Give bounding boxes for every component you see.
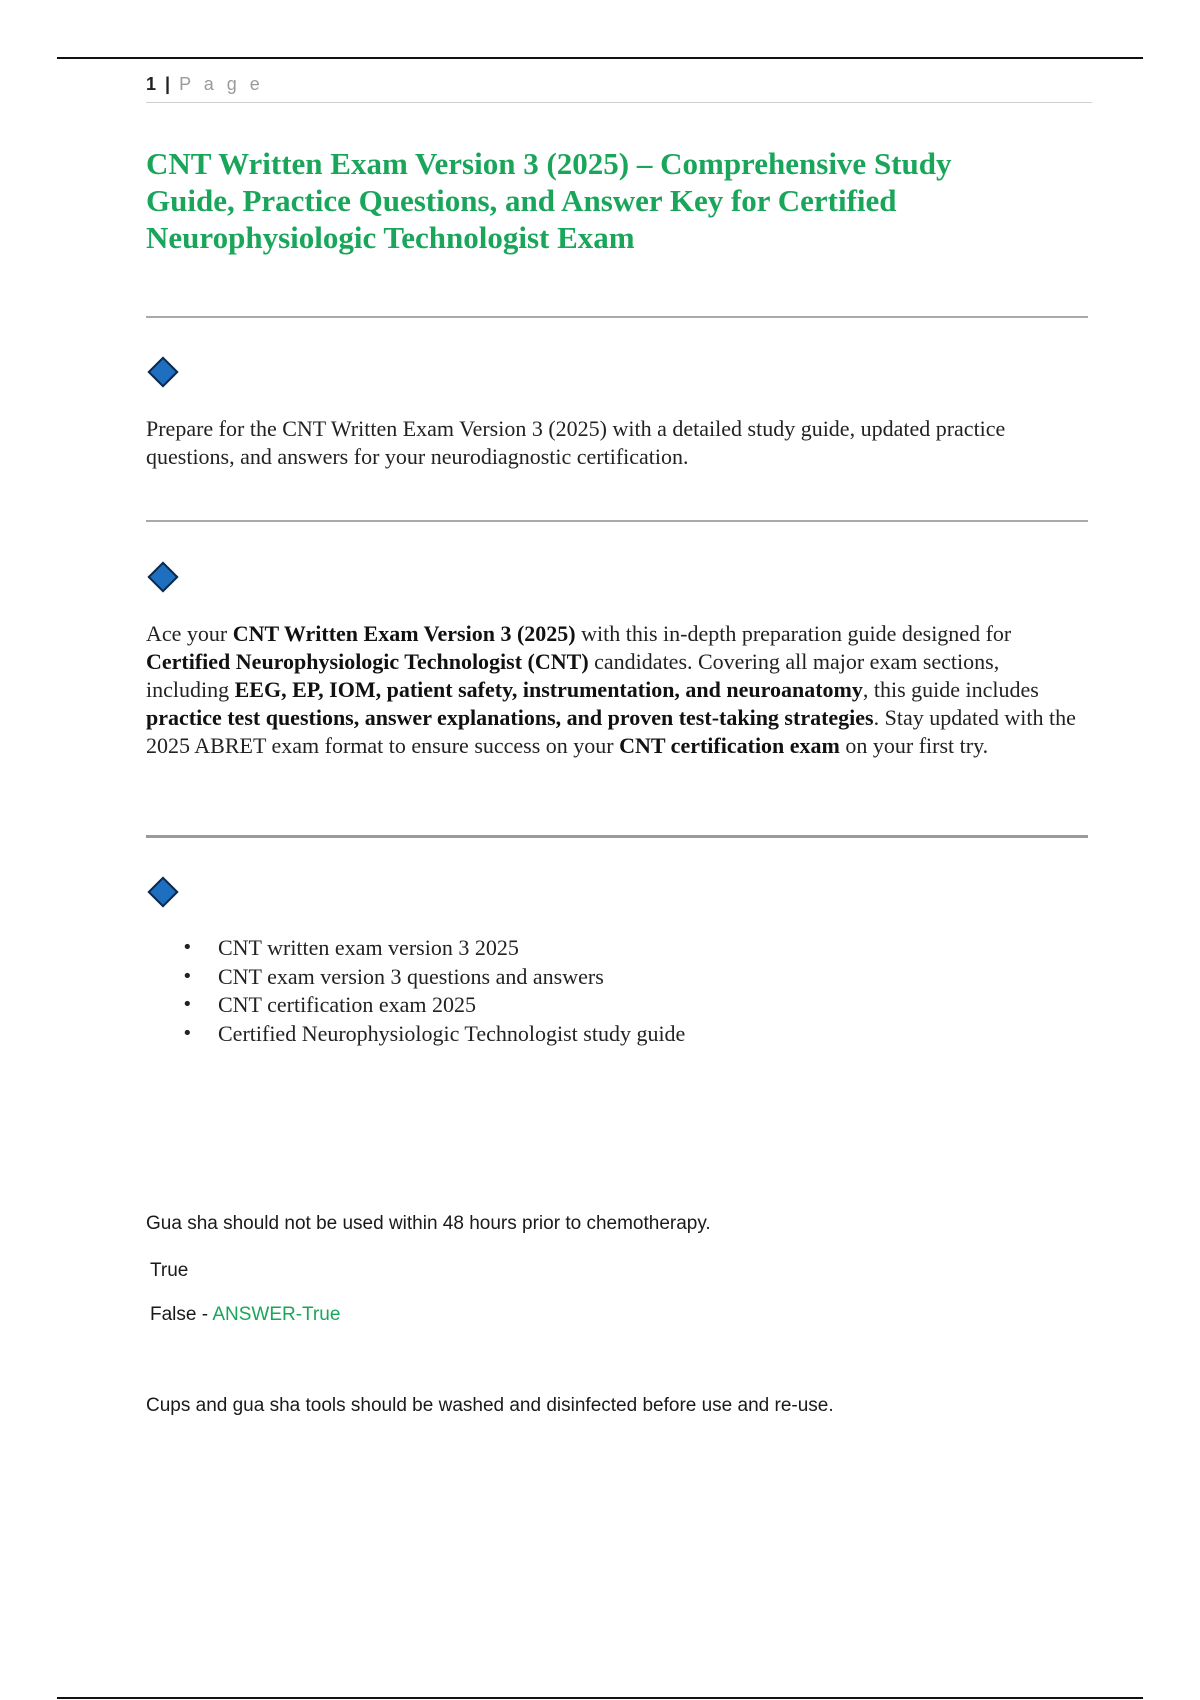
question-2-text: Cups and gua sha tools should be washed and disinfected before use and re-use.: [146, 1395, 834, 1416]
list-item: • CNT certification exam 2025: [218, 991, 685, 1020]
section-divider: [146, 835, 1088, 838]
diamond-bullet-icon: [147, 561, 178, 592]
list-item: • CNT written exam version 3 2025: [218, 934, 685, 963]
bottom-border-line: [57, 1697, 1143, 1699]
question-1-text: Gua sha should not be used within 48 hours prior to chemotherapy.: [146, 1213, 711, 1234]
diamond-bullet-icon: [147, 876, 178, 907]
page-header: [146, 74, 1092, 103]
document-title: CNT Written Exam Version 3 (2025) – Comprehensive Study Guide, Practice Questions, and Answer Key for Certified Neurophysiologic Technologist Exam: [146, 146, 952, 255]
section-divider: [146, 316, 1088, 318]
intro-paragraph: Prepare for the CNT Written Exam Version 3 (2025) with a detailed study guide, updated practice questions, and answers for your neurodiagnostic certification.: [146, 416, 1006, 469]
top-border-line: [57, 57, 1143, 59]
description-paragraph: Ace your CNT Written Exam Version 3 (2025) with this in-depth preparation guide designed for Certified Neurophysiologic Technologist (CNT) candidates. Covering all major exam sections, including EEG, EP, IOM, patient safety, instrumentation, and neuroanatomy, this guide includes practice test questions, answer explanations, and proven test-taking strategies. Stay updated with the 2025 ABRET exam format to ensure success on your CNT certification exam on your first try.: [146, 621, 1076, 758]
question-1-option-false: False - ANSWER-True: [150, 1304, 341, 1325]
list-item: • Certified Neurophysiologic Technologist study guide: [218, 1020, 685, 1049]
section-divider: [146, 520, 1088, 522]
page-label: P a g e: [179, 74, 264, 94]
list-item: • CNT exam version 3 questions and answers: [218, 963, 685, 992]
diamond-bullet-icon: [147, 356, 178, 387]
page-number: 1: [146, 74, 157, 94]
keyword-list: [146, 934, 685, 1048]
question-1-answer: ANSWER-True: [212, 1304, 341, 1325]
question-1-option-true: True: [150, 1260, 189, 1281]
header-separator: |: [165, 74, 171, 94]
